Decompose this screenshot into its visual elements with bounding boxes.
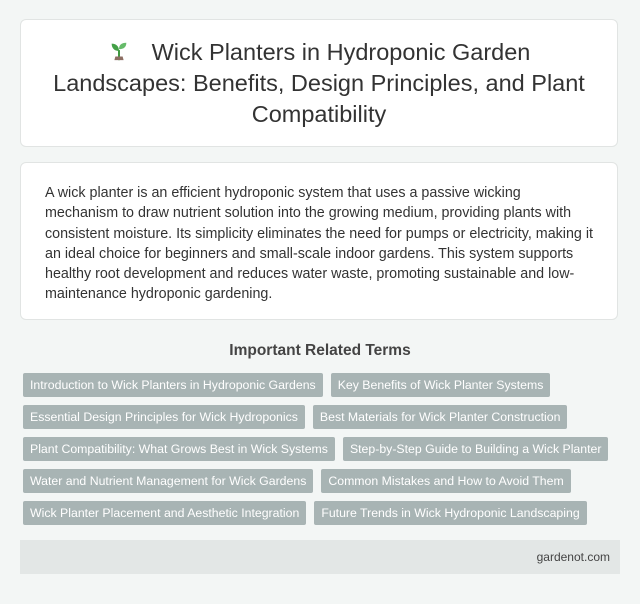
term-tag[interactable]: Common Mistakes and How to Avoid Them <box>321 469 570 493</box>
related-terms-list <box>23 373 623 533</box>
term-tag[interactable]: Step-by-Step Guide to Building a Wick Planter <box>343 437 609 461</box>
description-card <box>20 162 618 320</box>
term-tag[interactable]: Future Trends in Wick Hydroponic Landscaping <box>314 501 586 525</box>
footer-site[interactable]: gardenot.com <box>536 550 610 564</box>
footer <box>20 540 620 574</box>
description-text: A wick planter is an efficient hydroponic system that uses a passive wicking mechanism to draw nutrient solution into the growing medium, providing plants with consistent moisture. Its simplicity eliminates the need for pumps or electricity, making it an ideal choice for beginners and small-scale indoor gardens. This system supports healthy root development and reduces water waste, promoting sustainable and low-maintenance hydroponic gardening. <box>45 185 593 303</box>
term-tag[interactable]: Water and Nutrient Management for Wick Gardens <box>23 469 313 493</box>
related-terms-heading: Important Related Terms <box>229 342 411 359</box>
term-tag[interactable]: Plant Compatibility: What Grows Best in Wick Systems <box>23 437 335 461</box>
title-text: Wick Planters in Hydroponic Garden Landscapes: Benefits, Design Principles, and Plant Compatibility <box>53 38 585 127</box>
term-tag[interactable]: Key Benefits of Wick Planter Systems <box>331 373 551 397</box>
term-tag[interactable]: Best Materials for Wick Planter Construction <box>313 405 568 429</box>
sprout-icon <box>108 40 130 62</box>
term-tag[interactable]: Essential Design Principles for Wick Hydroponics <box>23 405 305 429</box>
term-tag[interactable]: Introduction to Wick Planters in Hydroponic Gardens <box>23 373 323 397</box>
title-card <box>20 19 618 147</box>
term-tag[interactable]: Wick Planter Placement and Aesthetic Integration <box>23 501 306 525</box>
page-title <box>21 37 617 130</box>
